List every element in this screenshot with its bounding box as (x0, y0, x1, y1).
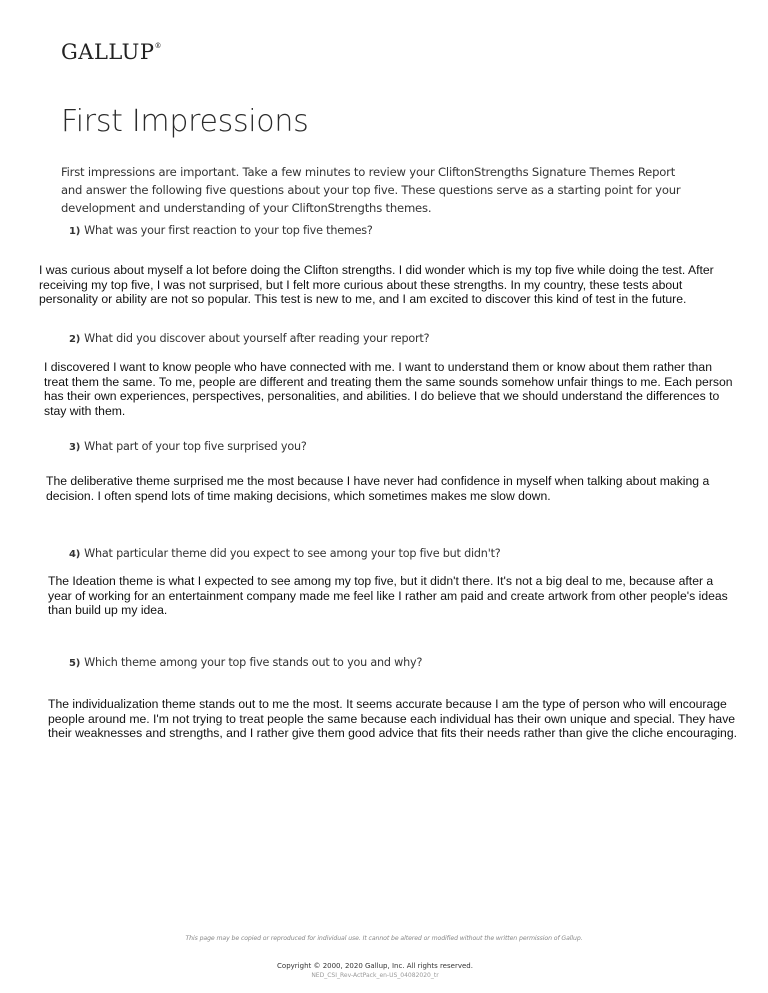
footer-document-id: NED_CSI_Rev-ActPack_en-US_04082020_tr (311, 972, 439, 979)
answer-3: The deliberative theme surprised me the most because I have never had confidence in myself when talking about making a decision. I often spend lots of time making decisions, which sometimes makes me slow down. (46, 474, 710, 503)
answer-4: The Ideation theme is what I expected to see among my top five, but it didn't there. It's not a big deal to me, because after a year of working for an entertainment company made me feel like I rather am paid and create artwork from other people's ideas than build up my idea. (48, 574, 728, 618)
question-number: 1) (69, 226, 81, 237)
question-2 (69, 332, 429, 345)
question-text: Which theme among your top five stands out to you and why? (84, 656, 423, 669)
footer-usage-note: This page may be copied or reproduced for individual use. It cannot be altered or modified without the written permission of Gallup. (185, 935, 583, 942)
intro-paragraph: First impressions are important. Take a few minutes to review your CliftonStrengths Signature Themes Report and answer the following five questions about your top five. These questions serve as a starting point for your development and understanding of your CliftonStrengths themes. (61, 165, 681, 215)
question-text: What did you discover about yourself after reading your report? (84, 332, 430, 345)
footer-copyright: Copyright © 2000, 2020 Gallup, Inc. All rights reserved. (277, 962, 473, 970)
answer-2: I discovered I want to know people who have connected with me. I want to understand them or know about them rather than treat them the same. To me, people are different and treating them the same sounds somehow unfair things to me. Each person has their own experiences, perspectives, personalities, and abilities. I do believe that we should understand the differences to stay with them. (44, 360, 733, 418)
question-5 (69, 656, 422, 669)
question-number: 5) (69, 658, 81, 669)
gallup-logo: GALLUP® (61, 40, 163, 64)
question-number: 2) (69, 334, 81, 345)
answer-1: I was curious about myself a lot before doing the Clifton strengths. I did wonder which is my top five while doing the test. After receiving my top five, I was not surprised, but I felt more curious about these strengths. In my country, these tests about personality or ability are not so popular. This test is new to me, and I am excited to discover this kind of test in the future. (39, 263, 714, 307)
question-1 (69, 224, 373, 237)
question-text: What part of your top five surprised you? (84, 440, 307, 453)
question-text: What was your first reaction to your top five themes? (84, 224, 373, 237)
question-4 (69, 547, 501, 560)
question-number: 3) (69, 442, 81, 453)
question-number: 4) (69, 549, 81, 560)
answer-5: The individualization theme stands out to me the most. It seems accurate because I am the type of person who will encourage people around me. I'm not trying to treat people the same because each individual has their own unique and special. They have their weaknesses and strengths, and I rather give them good advice that fits their needs rather than give the cliche encouraging. (48, 697, 738, 741)
question-text: What particular theme did you expect to see among your top five but didn't? (84, 547, 501, 560)
page-title: First Impressions (61, 104, 309, 139)
question-3 (69, 440, 307, 453)
